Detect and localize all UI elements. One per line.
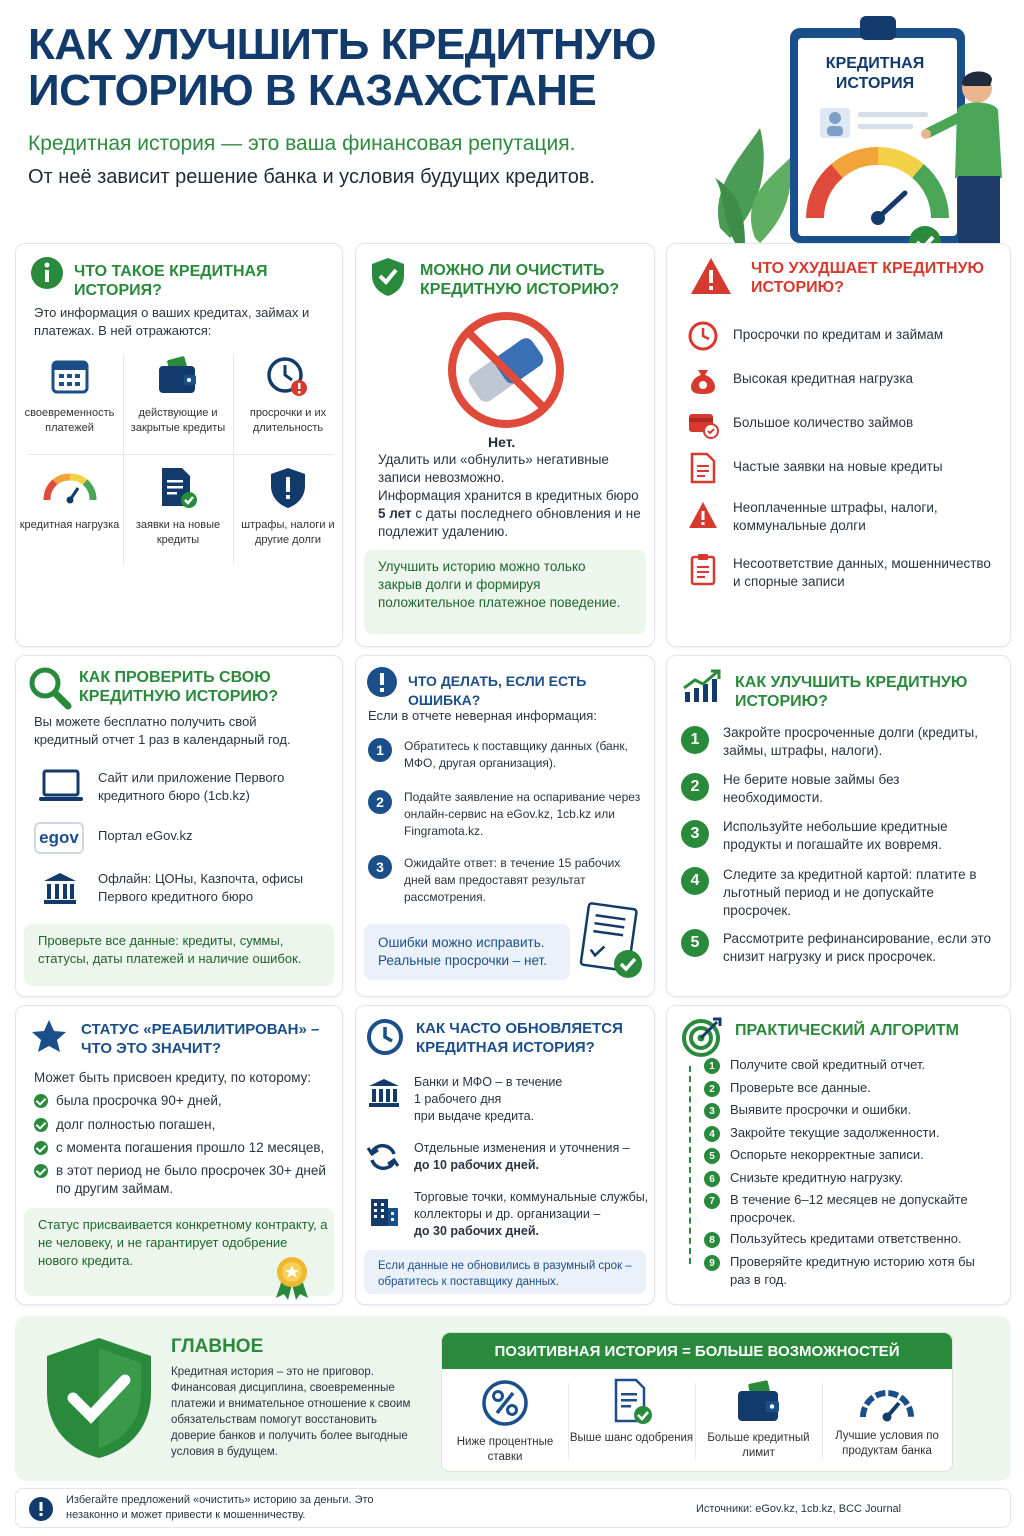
step-number: 2 [681,773,709,801]
benefit-item: Выше шанс одобрения [568,1377,695,1446]
worse-item: Высокая кредитная нагрузка [733,371,914,386]
algo-title: ПРАКТИЧЕСКИЙ АЛГОРИТМ [735,1022,959,1039]
status-item: долг полностью погашен, [56,1117,216,1132]
status-item: была просрочка 90+ дней, [56,1093,222,1108]
alert-triangle-icon [687,500,719,530]
exclamation-icon [366,666,398,698]
algo-step: Пользуйтесь кредитами ответственно. [730,1231,962,1246]
card-error [355,655,655,997]
clock-icon [366,1018,404,1056]
error-note: Ошибки можно исправить. Реальные просрочки – нет. [364,924,570,980]
worse-item: Неоплаченные штрафы, налоги, коммунальные долги [733,500,938,533]
benefit-item: Лучшие условия по продуктам банка [822,1383,952,1459]
document-check-icon [610,1377,654,1427]
worse-item: Частые заявки на новые кредиты [733,459,943,474]
update-title: КАК ЧАСТО ОБНОВЛЯЕТСЯ КРЕДИТНАЯ ИСТОРИЯ? [416,1020,623,1056]
algo-step: Проверьте все данные. [730,1080,871,1095]
benefit-item: Больше кредитный лимит [695,1379,822,1461]
header-illustration [700,8,1020,248]
card-what-is [15,243,343,647]
clipboard-title: КРЕДИТНАЯ ИСТОРИЯ [825,55,925,92]
check-item: Портал eGov.kz [98,828,193,843]
update-item: Банки и МФО – в течение 1 рабочего дня при выдаче кредита. [414,1075,563,1123]
step-number: 5 [681,929,709,957]
benefit-item: Ниже процентные ставки [442,1379,568,1465]
worse-item: Несоответствие данных, мошенничество и спорные записи [733,556,991,589]
clock-icon [687,320,719,352]
what-is-item: кредитная нагрузка [16,468,123,533]
check-item: Сайт или приложение Первого кредитного бюро (1cb.kz) [98,770,285,803]
what-is-item: просрочки и их длительность [233,356,343,436]
shield-check-icon [41,1334,157,1462]
clock-alert-icon [266,356,310,398]
status-title: СТАТУС «РЕАБИЛИТИРОВАН» – ЧТО ЭТО ЗНАЧИТ? [81,1021,320,1057]
document-icon [689,452,717,484]
growth-chart-icon [681,668,723,704]
calendar-icon [50,356,90,396]
warning-icon [689,256,733,296]
error-title: ЧТО ДЕЛАТЬ, ЕСЛИ ЕСТЬ ОШИБКА? [408,673,587,708]
update-item: Торговые точки, коммунальные службы, коллекторы и др. организации – до 30 рабочих дней. [414,1190,649,1238]
algo-step: Получите свой кредитный отчет. [730,1057,926,1072]
improve-step: Используйте небольшие кредитные продукты и погашайте их вовремя. [723,819,948,852]
improve-step: Следите за кредитной картой: платите в льготный период и не допускайте просрочек. [723,867,977,918]
clipboard-alert-icon [689,552,717,586]
step-number: 3 [681,820,709,848]
magnifier-icon [28,666,72,710]
algo-step: Снизьте кредитную нагрузку. [730,1170,904,1185]
lead-green: Кредитная история — это ваша финансовая репутация. [28,132,576,155]
card-status [15,1005,343,1305]
worse-item: Просрочки по кредитам и займам [733,327,944,342]
improve-step: Не берите новые займы без необходимости. [723,772,900,805]
gauge-icon [857,1383,917,1423]
target-icon [681,1016,723,1058]
algo-step: Выявите просрочки и ошибки. [730,1102,912,1117]
eraser-forbidden-icon [446,310,566,430]
status-item: с момента погашения прошло 12 месяцев, [56,1140,325,1155]
error-step: Подайте заявление на оспаривание через онлайн-сервис на eGov.kz, 1cb.kz или Fingramota.kz. [404,790,641,838]
footer-warning: Избегайте предложений «очистить» историю за деньги. Это незаконно и может привести к мошенничеству. [66,1494,374,1521]
footer-sources: Источники: eGov.kz, 1cb.kz, BCC Journal [696,1503,902,1515]
check-icon [34,1141,48,1155]
check-item: Офлайн: ЦОНы, Казпочта, офисы Первого кредитного бюро [98,871,304,904]
improve-step: Закройте просроченные долги (кредиты, займы, штрафы, налоги). [723,725,978,758]
status-intro: Может быть присвоен кредиту, по которому: [34,1070,312,1085]
wallet-icon [156,356,200,396]
worse-item: Большое количество займов [733,415,914,430]
worse-title: ЧТО УХУДШАЕТ КРЕДИТНУЮ ИСТОРИЮ? [751,260,984,296]
star-icon [30,1018,68,1054]
check-intro: Вы можете бесплатно получить свой кредитный отчет 1 раз в календарный год. [34,714,291,747]
step-number: 3 [368,855,392,879]
check-title: КАК ПРОВЕРИТЬ СВОЮ КРЕДИТНУЮ ИСТОРИЮ? [79,669,279,705]
what-is-item: своевременность платежей [16,356,123,436]
what-is-intro: Это информация о ваших кредитах, займах и платежах. В ней отражаются: [34,305,310,338]
update-note: Если данные не обновились в разумный срок – обратитесь к поставщику данных. [364,1250,646,1294]
step-number: 4 [681,867,709,895]
what-is-item: заявки на новые кредиты [123,466,233,548]
document-check-icon [578,902,646,982]
clear-title: МОЖНО ЛИ ОЧИСТИТЬ КРЕДИТНУЮ ИСТОРИЮ? [420,262,620,298]
lead-dark: От неё зависит решение банка и условия будущих кредитов. [28,166,595,188]
improve-title: КАК УЛУЧШИТЬ КРЕДИТНУЮ ИСТОРИЮ? [735,674,968,710]
wallet-icon [735,1379,783,1425]
cards-icon [687,408,719,440]
refresh-icon [366,1140,400,1174]
what-is-item: действующие и закрытые кредиты [123,356,233,436]
office-building-icon [368,1196,400,1228]
shield-alert-icon [268,466,308,510]
algo-step: Проверяйте кредитную историю хотя бы раз в год. [730,1254,975,1287]
step-number: 2 [368,790,392,814]
percent-icon [481,1379,529,1427]
algo-step: В течение 6–12 месяцев не допускайте просрочек. [730,1192,968,1225]
info-icon [30,256,64,290]
check-icon [34,1094,48,1108]
step-number: 1 [681,726,709,754]
error-intro: Если в отчете неверная информация: [368,708,597,723]
building-icon [42,871,78,905]
shield-check-icon [370,256,406,298]
footer [15,1488,1011,1528]
clear-p1: Удалить или «обнулить» негативные записи невозможно. [378,452,609,485]
clear-answer: Нет. [488,434,516,450]
clear-note: Улучшить историю можно только закрыв долги и формируя положительное платежное поведение. [364,550,646,634]
medal-icon [272,1254,312,1300]
money-bag-icon [687,364,719,396]
main-section [15,1316,1011,1481]
main-text: Кредитная история – это не приговор. Финансовая дисциплина, своевременные платежи и внимательное отношение к своим обязательствам помогут восстановить доверие банков и получить более выгодные условия в будущем. [171,1366,411,1458]
card-update [355,1005,655,1305]
check-icon [34,1164,48,1178]
improve-step: Рассмотрите рефинансирование, если это снизит нагрузку и риск просрочек. [723,931,992,964]
update-item: Отдельные изменения и уточнения – до 10 рабочих дней. [414,1141,630,1172]
status-item: в этот период не было просрочек 30+ дней по другим займам. [56,1163,326,1196]
error-step: Обратитесь к поставщику данных (банк, МФО, другая организация). [404,739,628,770]
error-step: Ожидайте ответ: в течение 15 рабочих дней вам предоставят результат рассмотрения. [404,856,621,904]
what-is-item: штрафы, налоги и другие долги [233,466,343,548]
card-improve [666,655,1011,997]
exclamation-icon [28,1496,54,1522]
what-is-title: ЧТО ТАКОЕ КРЕДИТНАЯ ИСТОРИЯ? [74,263,268,299]
benefits-panel [441,1332,953,1472]
step-number: 1 [368,738,392,762]
card-algo: ПРАКТИЧЕСКИЙ АЛГОРИТМ 1 Получите свой кредитный отчет. 2 Проверьте все данные. 3 Выявите просрочки и ошибки. 4 Закройте текущие задолженности. 5 Оспорьте некорректные записи. 6 Снизьте кредитную нагрузку. 7 В течение 6–12 месяцев не допускайте просрочек. 8 Пользуйтесь кредитами ответственно. 9 Проверяйте кредитную историю хотя бы раз в год. [666,1005,1011,1305]
algo-step: Закройте текущие задолженности. [730,1125,940,1140]
benefits-banner: ПОЗИТИВНАЯ ИСТОРИЯ = БОЛЬШЕ ВОЗМОЖНОСТЕЙ [442,1333,952,1369]
check-note: Проверьте все данные: кредиты, суммы, статусы, даты платежей и наличие ошибок. [24,924,334,986]
card-check [15,655,343,997]
egov-logo: egov [34,822,84,854]
clear-p2: Информация хранится в кредитных бюро 5 лет с даты последнего обновления и не подлежит удалению. [378,488,641,539]
laptop-icon [38,768,84,804]
gauge-icon [41,468,99,504]
bank-icon [368,1078,400,1108]
algo-step: Оспорьте некорректные записи. [730,1147,924,1162]
card-clear [355,243,655,647]
status-note: Статус присваивается конкретному контракту, а не человеку, и не гарантирует одобрение нового кредита. [24,1208,334,1296]
page-title: КАК УЛУЧШИТЬ КРЕДИТНУЮ ИСТОРИЮ В КАЗАХСТАНЕ [28,20,657,115]
check-icon [34,1118,48,1132]
card-worse [666,243,1011,647]
algo-timeline [689,1066,691,1264]
main-title: ГЛАВНОЕ [171,1336,264,1357]
document-check-icon [156,466,200,510]
